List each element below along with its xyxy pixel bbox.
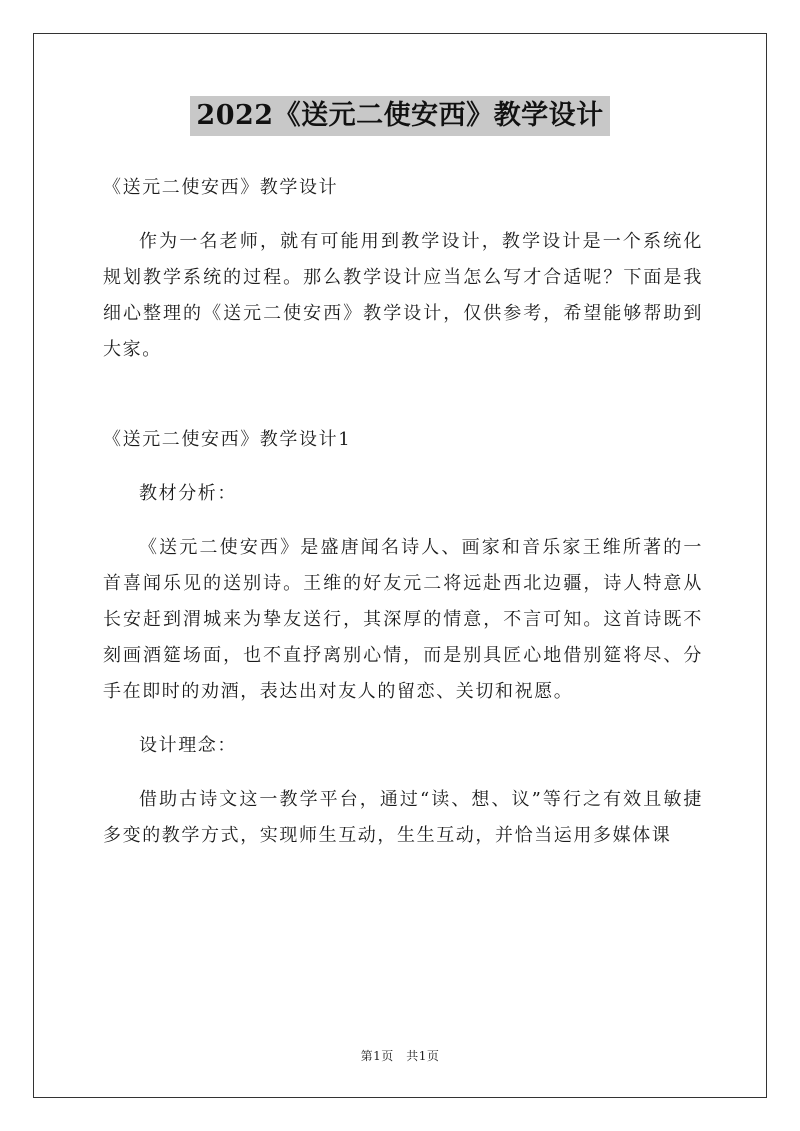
analysis-paragraph: 《送元二使安西》是盛唐闻名诗人、画家和音乐家王维所著的一首喜闻乐见的送别诗。王维的好友元二将远赴西北边疆，诗人特意从长安赶到渭城来为挚友送行，其深厚的情意，不言可知。这首诗既不刻画酒筵场面，也不直抒离别心情，而是别具匠心地借别筵将尽、分手在即时的劝酒，表达出对友人的留恋、关切和祝愿。 [103, 537, 703, 702]
page-footer: 第1页 共1页 [360, 1049, 440, 1063]
intro-paragraph: 作为一名老师，就有可能用到教学设计，教学设计是一个系统化规划教学系统的过程。那么教学设计应当怎么写才合适呢？下面是我细心整理的《送元二使安西》教学设计，仅供参考，希望能够帮助到大家。 [103, 231, 703, 360]
document-body [103, 170, 703, 854]
section-heading: 《送元二使安西》教学设计1 [103, 429, 352, 450]
document-title: 2022《送元二使安西》教学设计 [190, 96, 609, 136]
concept-paragraph: 借助古诗文这一教学平台，通过“读、想、议”等行之有效且敏捷多变的教学方式，实现师生互动，生生互动，并恰当运用多媒体课 [103, 789, 703, 846]
subtitle: 《送元二使安西》教学设计 [103, 177, 339, 198]
title-container [0, 96, 800, 136]
analysis-label: 教材分析： [139, 483, 237, 504]
concept-label: 设计理念： [139, 735, 237, 756]
